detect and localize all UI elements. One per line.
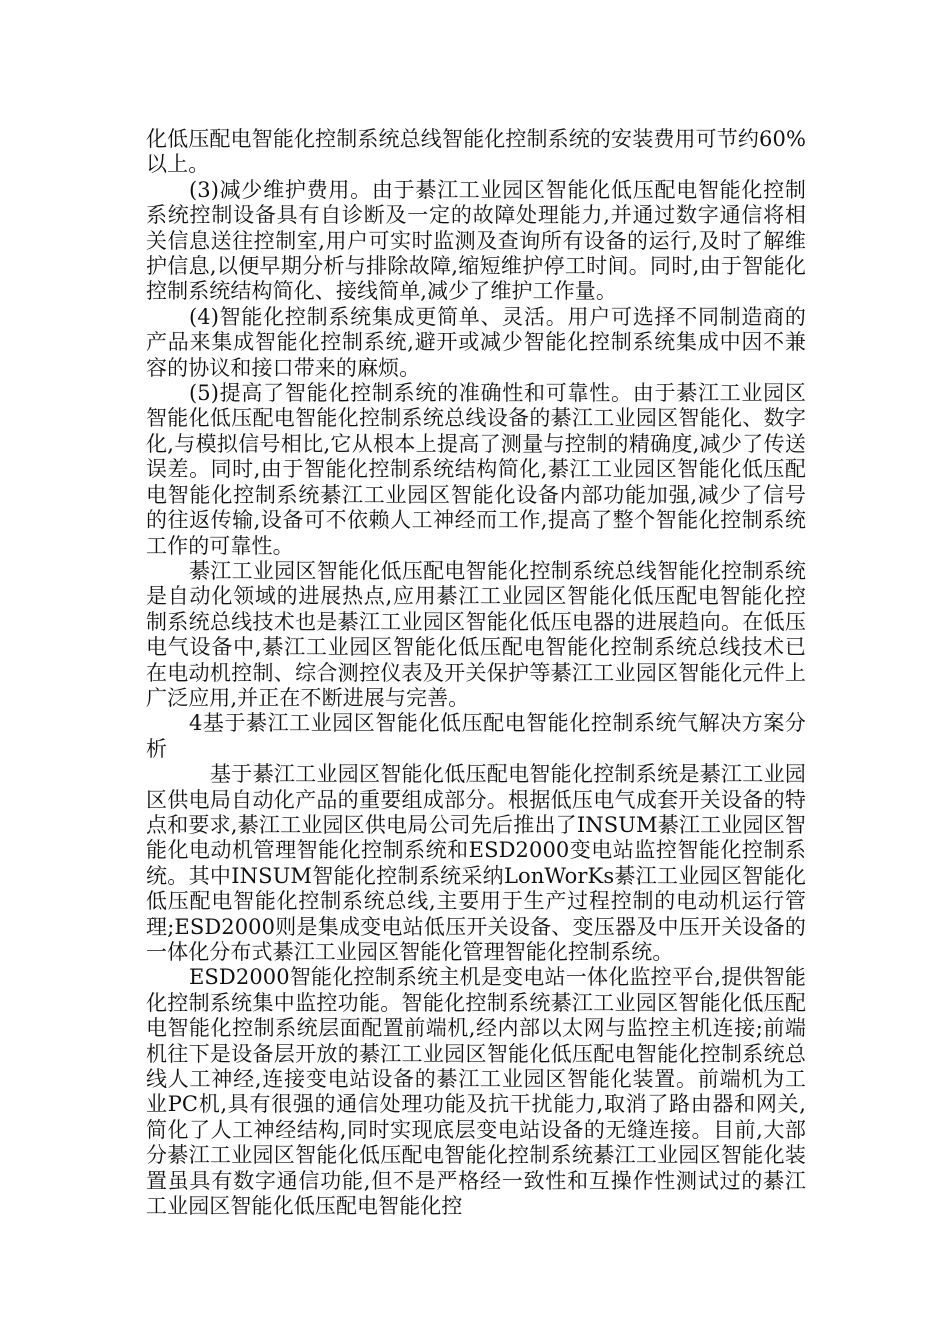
paragraph-continuation: 化低压配电智能化控制系统总线智能化控制系统的安装费用可节约60%以上。 [146,127,806,177]
document-page [146,127,806,1219]
paragraph-item-5: (5)提高了智能化控制系统的准确性和可靠性。由于綦江工业园区智能化低压配电智能化控制系统总线设备的綦江工业园区智能化、数字化,与模拟信号相比,它从根本上提高了测量与控制的精确度,减少了传送误差。同时,由于智能化控制系统结构简化,綦江工业园区智能化低压配电智能化控制系统綦江工业园区智能化设备内部功能加强,减少了信号的往返传输,设备可不依赖人工神经而工作,提高了整个智能化控制系统工作的可靠性。 [146,381,806,558]
paragraph-esd2000: ESD2000智能化控制系统主机是变电站一体化监控平台,提供智能化控制系统集中监控功能。智能化控制系统綦江工业园区智能化低压配电智能化控制系统层面配置前端机,经内部以太网与监控主机连接;前端机往下是设备层开放的綦江工业园区智能化低压配电智能化控制系统总线人工神经,连接变电站设备的綦江工业园区智能化装置。前端机为工业PC机,具有很强的通信处理功能及抗干扰能力,取消了路由器和网关,简化了人工神经结构,同时实现底层变电站设备的无缝连接。目前,大部分綦江工业园区智能化低压配电智能化控制系统綦江工业园区智能化装置虽具有数字通信功能,但不是严格经一致性和互操作性测试过的綦江工业园区智能化低压配电智能化控 [146,965,806,1219]
paragraph-summary: 綦江工业园区智能化低压配电智能化控制系统总线智能化控制系统是自动化领域的进展热点,应用綦江工业园区智能化低压配电智能化控制系统总线技术也是綦江工业园区智能化低压电器的进展趋向。在低压电气设备中,綦江工业园区智能化低压配电智能化控制系统总线技术已在电动机控制、综合测控仪表及开关保护等綦江工业园区智能化元件上广泛应用,并正在不断进展与完善。 [146,558,806,710]
paragraph-item-3: (3)减少维护费用。由于綦江工业园区智能化低压配电智能化控制系统控制设备具有自诊断及一定的故障处理能力,并通过数字通信将相关信息送往控制室,用户可实时监测及查询所有设备的运行,及时了解维护信息,以便早期分析与排除故障,缩短维护停工时间。同时,由于智能化控制系统结构简化、接线简单,减少了维护工作量。 [146,177,806,304]
paragraph-section-intro: 基于綦江工业园区智能化低压配电智能化控制系统是綦江工业园区供电局自动化产品的重要组成部分。根据低压电气成套开关设备的特点和要求,綦江工业园区供电局公司先后推出了INSUM綦江工业园区智能化电动机管理智能化控制系统和ESD2000变电站监控智能化控制系统。其中INSUM智能化控制系统采纳LonWorKs綦江工业园区智能化低压配电智能化控制系统总线,主要用于生产过程控制的电动机运行管理;ESD2000则是集成变电站低压开关设备、变压器及中压开关设备的一体化分布式綦江工业园区智能化管理智能化控制系统。 [146,762,806,964]
section-heading-4: 4基于綦江工业园区智能化低压配电智能化控制系统气解决方案分析 [146,711,806,761]
paragraph-item-4: (4)智能化控制系统集成更简单、灵活。用户可选择不同制造商的产品来集成智能化控制系统,避开或减少智能化控制系统集成中因不兼容的协议和接口带来的麻烦。 [146,304,806,380]
